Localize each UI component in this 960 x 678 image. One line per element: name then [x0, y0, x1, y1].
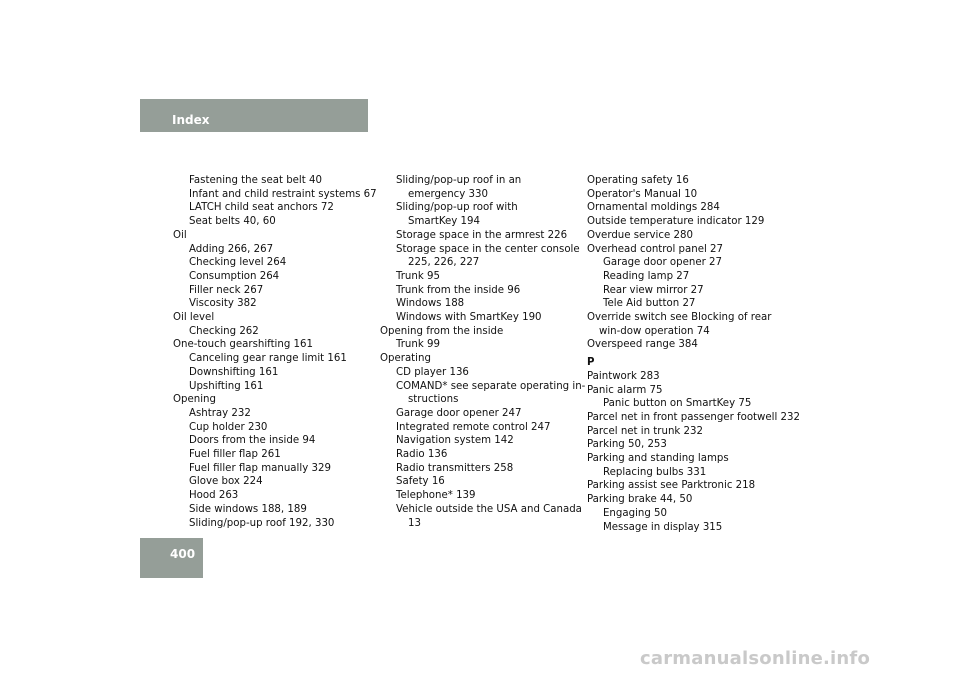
- index-entry: Opening from the inside: [380, 325, 504, 337]
- index-entry: Trunk 99: [396, 339, 440, 351]
- index-entry: Fuel filler flap manually 329: [189, 462, 331, 474]
- index-entry: LATCH child seat anchors 72: [189, 202, 334, 214]
- index-column-3: [587, 174, 800, 534]
- index-entry: Radio 136: [396, 449, 448, 461]
- index-entry: Outside temperature indicator 129: [587, 216, 765, 228]
- index-entry: Storage space in the center console 225, 226, 227: [396, 243, 580, 269]
- section-header-tab: [140, 99, 368, 132]
- index-entry: Navigation system 142: [396, 435, 514, 447]
- index-entry: Cup holder 230: [189, 421, 268, 433]
- index-entry: Side windows 188, 189: [189, 503, 307, 515]
- index-entry: Parcel net in front passenger footwell 232: [587, 411, 800, 423]
- index-entry: Panic alarm 75: [587, 384, 663, 396]
- index-entry: One-touch gearshifting 161: [173, 339, 313, 351]
- index-entry: Rear view mirror 27: [603, 284, 704, 296]
- index-entry: Glove box 224: [189, 476, 263, 488]
- index-entry: Sliding/pop-up roof in an emergency 330: [396, 175, 522, 200]
- index-entry: Oil level: [173, 312, 215, 324]
- index-entry: Operating: [380, 353, 431, 365]
- index-entry: Downshifting 161: [189, 366, 279, 378]
- index-entry: Filler neck 267: [189, 284, 264, 296]
- index-entry: Checking level 264: [189, 257, 287, 269]
- index-entry: Safety 16: [396, 476, 445, 488]
- index-entry: Oil: [173, 229, 187, 241]
- index-entry: Paintwork 283: [587, 370, 660, 382]
- index-entry: Seat belts 40, 60: [189, 216, 276, 228]
- index-entry: CD player 136: [396, 366, 469, 378]
- index-entry: Ashtray 232: [189, 407, 251, 419]
- index-entry: Consumption 264: [189, 270, 280, 282]
- index-entry: Integrated remote control 247: [396, 421, 551, 433]
- index-entry: Windows with SmartKey 190: [396, 312, 542, 324]
- index-entry: Adding 266, 267: [189, 243, 274, 255]
- section-title: Index: [172, 113, 210, 127]
- index-entry: Radio transmitters 258: [396, 462, 514, 474]
- index-entry: Parking assist see Parktronic 218: [587, 480, 756, 492]
- index-entry: Overdue service 280: [587, 229, 693, 241]
- index-entry: Tele Aid button 27: [603, 298, 696, 310]
- index-entry: Fastening the seat belt 40: [189, 175, 322, 186]
- index-entry: Fuel filler flap 261: [189, 449, 281, 461]
- index-entry: Overspeed range 384: [587, 339, 698, 351]
- index-entry: Reading lamp 27: [603, 270, 690, 282]
- index-entry: Engaging 50: [603, 507, 668, 519]
- index-entry: Parking 50, 253: [587, 439, 667, 451]
- index-entry: COMAND* see separate operating in-structions: [396, 380, 586, 406]
- index-entry: Viscosity 382: [189, 298, 257, 310]
- index-entry: Operating safety 16: [587, 175, 689, 186]
- index-entry: Telephone* 139: [396, 490, 476, 502]
- index-letter-heading: P: [587, 357, 595, 369]
- index-entry: Message in display 315: [603, 521, 723, 533]
- index-entry: Parking brake 44, 50: [587, 494, 693, 506]
- index-column-1: [173, 174, 377, 530]
- index-entry: Trunk 95: [396, 270, 440, 282]
- index-entry: Ornamental moldings 284: [587, 202, 720, 214]
- index-entry: Hood 263: [189, 490, 239, 502]
- index-entry: Garage door opener 27: [603, 257, 722, 269]
- index-entry: Replacing bulbs 331: [603, 466, 707, 478]
- index-entry: Garage door opener 247: [396, 407, 522, 419]
- index-entry: Parking and standing lamps: [587, 453, 729, 465]
- index-entry: Canceling gear range limit 161: [189, 353, 347, 365]
- index-entry: Panic button on SmartKey 75: [603, 398, 752, 410]
- index-entry: Trunk from the inside 96: [396, 284, 521, 296]
- page-number-box: [140, 538, 203, 578]
- index-column-2: [380, 174, 586, 530]
- index-entry: Windows 188: [396, 298, 465, 310]
- index-entry: Sliding/pop-up roof 192, 330: [189, 517, 335, 529]
- index-entry: Overhead control panel 27: [587, 243, 724, 255]
- index-entry: Upshifting 161: [189, 380, 264, 392]
- index-entry: Doors from the inside 94: [189, 435, 316, 447]
- index-entry: Checking 262: [189, 325, 259, 337]
- page-number: 400: [170, 547, 196, 561]
- watermark: carmanualsonline.info: [640, 648, 871, 669]
- index-entry: Parcel net in trunk 232: [587, 425, 703, 437]
- index-entry: Operator's Manual 10: [587, 188, 698, 200]
- index-entry: Storage space in the armrest 226: [396, 229, 568, 241]
- index-entry: Override switch see Blocking of rear win-dow operation 74: [587, 312, 772, 337]
- index-entry: Infant and child restraint systems 67: [189, 188, 377, 200]
- index-entry: Sliding/pop-up roof with SmartKey 194: [396, 202, 518, 228]
- index-entry: Opening: [173, 394, 216, 406]
- index-entry: Vehicle outside the USA and Canada 13: [396, 503, 582, 529]
